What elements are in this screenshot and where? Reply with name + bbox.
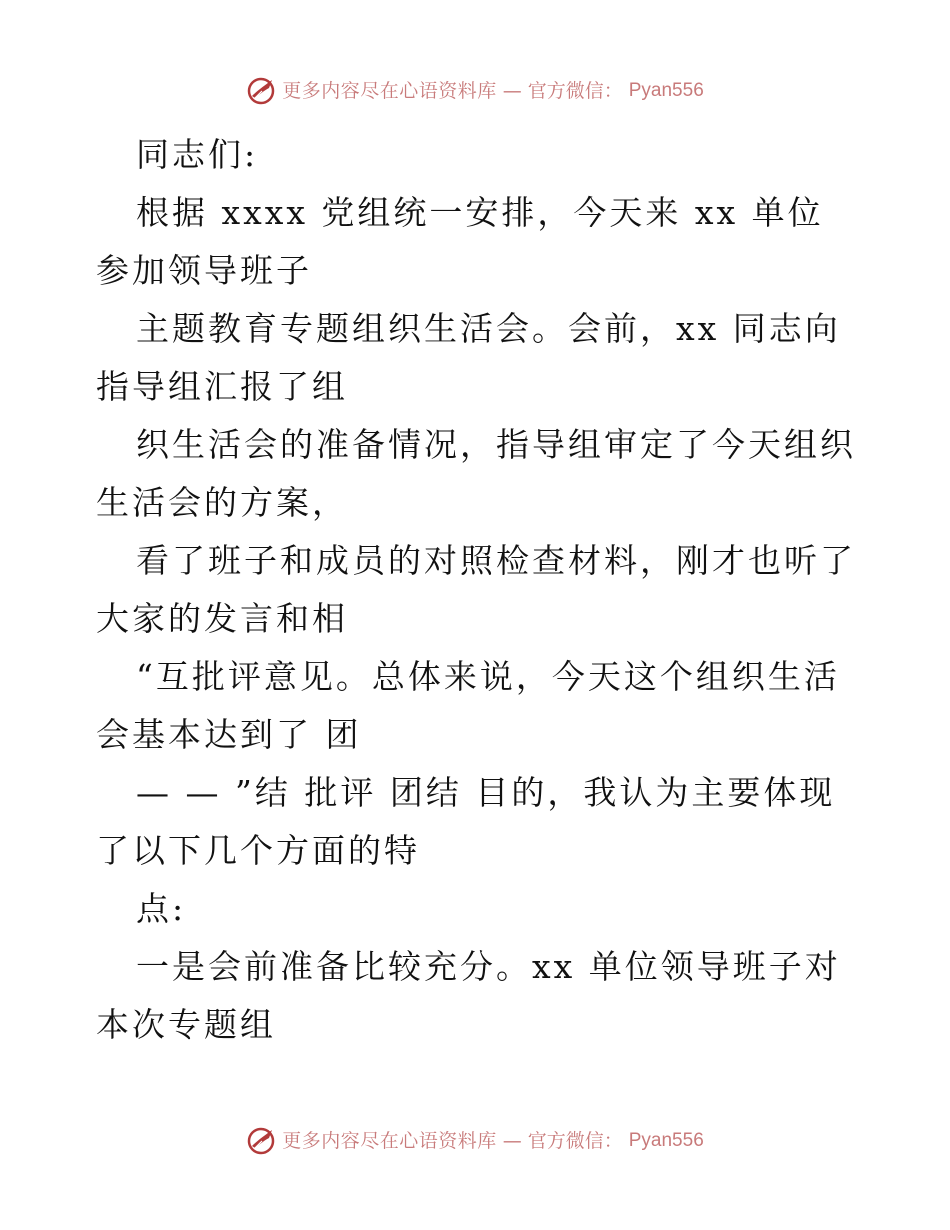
banner-account-id: Pyan556 <box>628 80 704 101</box>
banner-separator: — <box>502 80 522 102</box>
banner-separator: — <box>502 1130 522 1152</box>
footer-banner <box>0 1126 950 1156</box>
paragraph: — — ”结 批评 团结 目的，我认为主要体现了以下几个方面的特 <box>96 773 836 870</box>
quill-logo-icon <box>246 1126 276 1156</box>
paragraph: 点: <box>136 889 187 928</box>
banner-text: 更多内容尽在心语资料库 <box>282 80 497 102</box>
banner-official-label: 官方微信： <box>527 1130 623 1152</box>
paragraph: 织生活会的准备情况，指导组审定了今天组织生活会的方案， <box>96 425 856 522</box>
paragraph: “互批评意见。总体来说，今天这个组织生活会基本达到了 团 <box>96 657 840 754</box>
paragraph: 同志们: <box>136 135 259 174</box>
banner-account-id: Pyan556 <box>628 1130 704 1151</box>
paragraph: 看了班子和成员的对照检查材料，刚才也听了大家的发言和相 <box>96 541 856 638</box>
paragraph: 一是会前准备比较充分。xx 单位领导班子对本次专题组 <box>96 947 841 1044</box>
banner-official-label: 官方微信： <box>527 80 623 102</box>
header-banner <box>0 76 950 106</box>
quill-logo-icon <box>246 76 276 106</box>
paragraph: 主题教育专题组织生活会。会前，xx 同志向指导组汇报了组 <box>96 309 841 406</box>
document-body <box>96 126 856 1054</box>
paragraph: 根据 xxxx 党组统一安排，今天来 xx 单位参加领导班子 <box>96 193 824 290</box>
banner-text: 更多内容尽在心语资料库 <box>282 1130 497 1152</box>
